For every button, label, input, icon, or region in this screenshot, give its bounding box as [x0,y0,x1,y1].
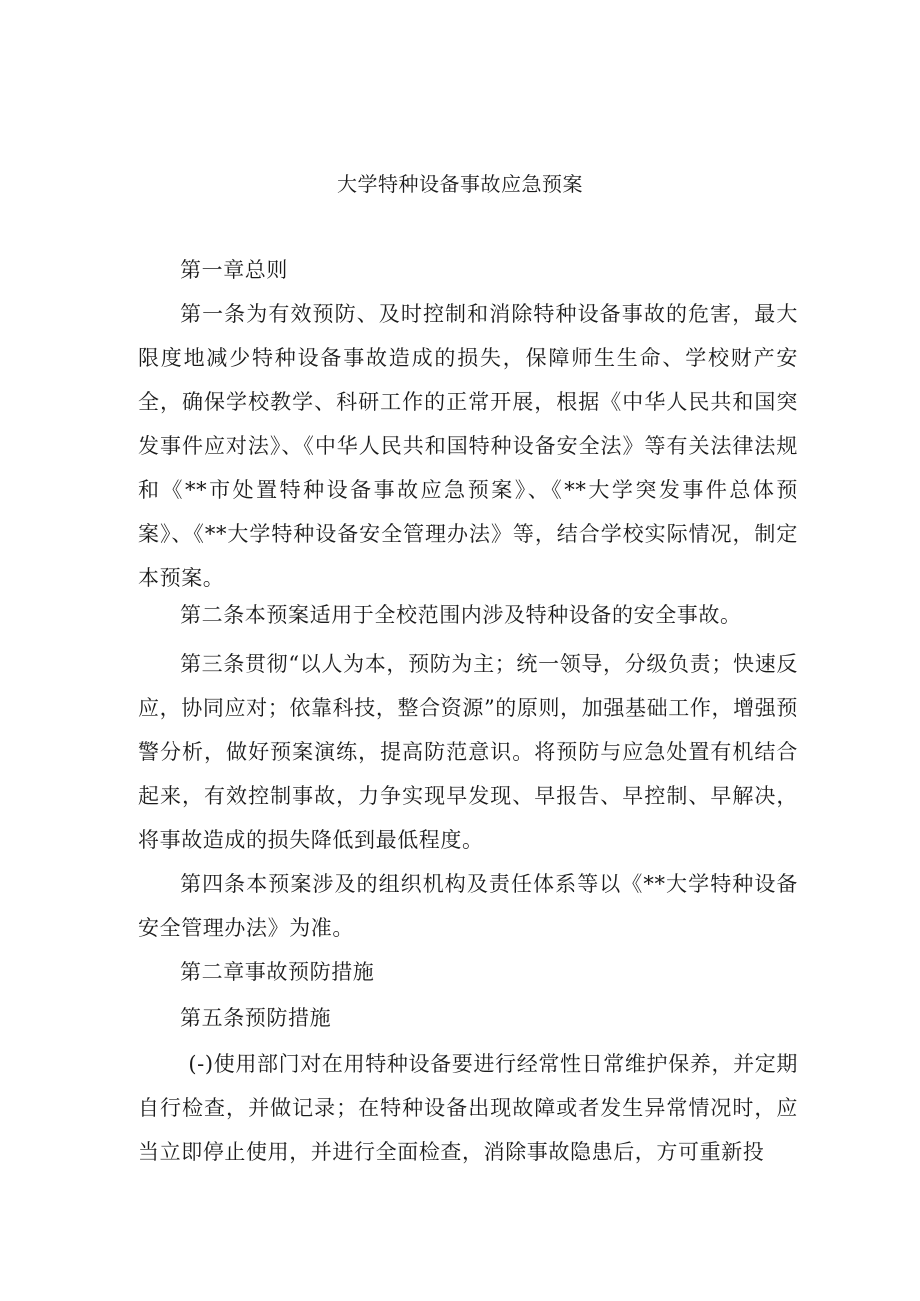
article-5-item-1-paragraph: (-)使用部门对在用特种设备要进行经常性日常维护保养，并定期自行检查，并做记录；在特种设备出现故障或者发生异常情况时，应当立即停止使用，并进行全面检查，消除事故隐患后，方可重新投 [138,1052,798,1164]
article-4-paragraph: 第四条本预案涉及的组织机构及责任体系等以《**大学特种设备安全管理办法》为准。 [138,872,798,940]
article-2-section [138,593,798,637]
article-3-paragraph: 第三条贯彻“以人为本，预防为主；统一领导，分级负责；快速反应，协同应对；依靠科技，整合资源”的原则，加强基础工作，增强预警分析，做好预案演练，提高防范意识。将预防与应急处置有机结合起来，有效控制事故，力争实现早发现、早报告、早控制、早解决，将事故造成的损失降低到最低程度。 [138,652,798,852]
article-1-paragraph: 第一条为有效预防、及时控制和消除特种设备事故的危害，最大限度地减少特种设备事故造成的损失，保障师生生命、学校财产安全，确保学校教学、科研工作的正常开展，根据《中华人民共和国突发事件应对法》、《中华人民共和国特种设备安全法》等有关法律法规和《**市处置特种设备事故应急预案》、《**大学突发事件总体预案》、《**大学特种设备安全管理办法》等，结合学校实际情况，制定本预案。 [138,302,798,590]
article-3-section [138,642,798,862]
chapter-1-section [138,248,798,600]
chapter-2-section [138,950,798,994]
article-4-section [138,862,798,950]
article-5-heading-section [138,996,798,1040]
article-5-item-1-section [138,1042,798,1174]
article-2-paragraph: 第二条本预案适用于全校范围内涉及特种设备的安全事故。 [180,603,742,627]
chapter-2-heading: 第二章事故预防措施 [180,960,375,984]
document-title: 大学特种设备事故应急预案 [337,172,583,196]
chapter-1-heading: 第一章总则 [180,258,288,282]
article-5-heading: 第五条预防措施 [180,1006,332,1030]
